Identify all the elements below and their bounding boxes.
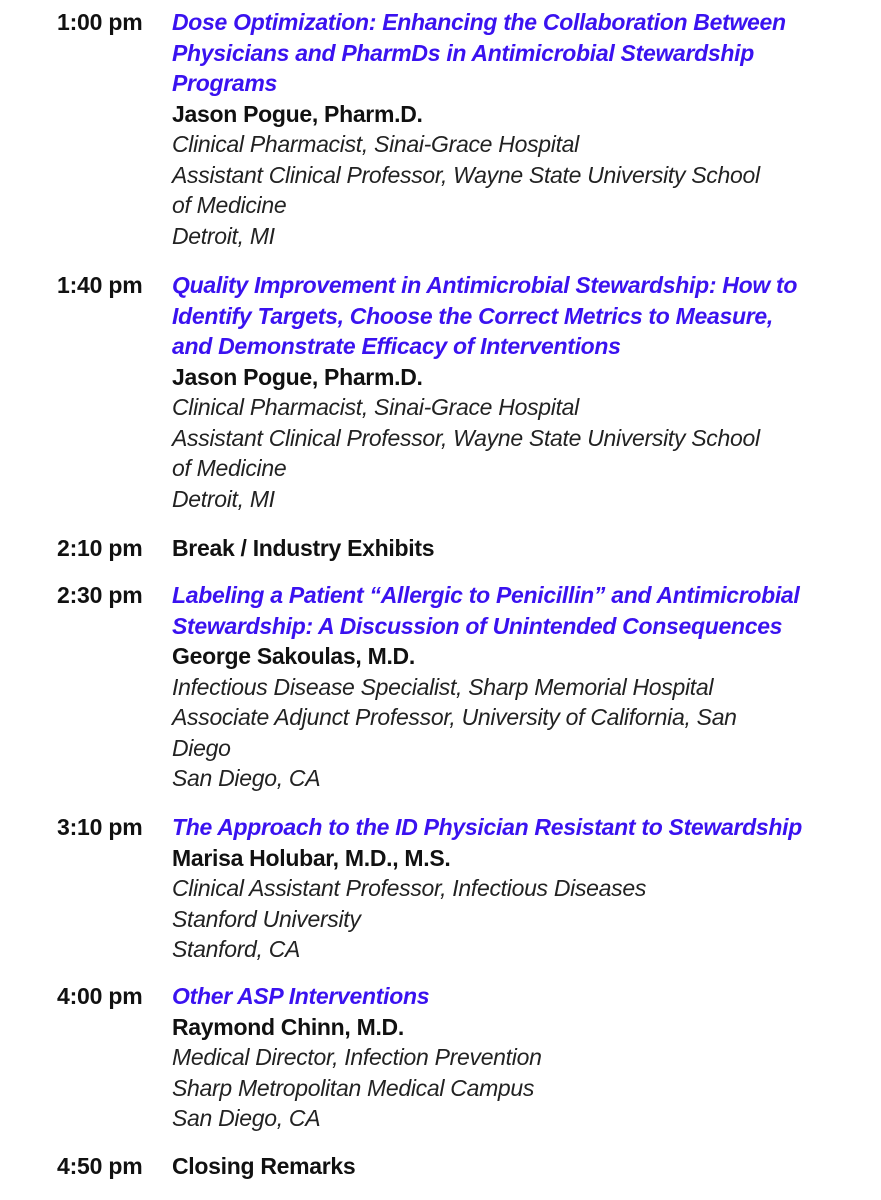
session-time: 1:00 pm [57,9,143,35]
speaker-name: Jason Pogue, Pharm.D. [172,100,423,127]
session-content [172,981,862,1134]
speaker-affiliation-line: Detroit, MI [172,485,275,512]
speaker-name: Raymond Chinn, M.D. [172,1013,404,1040]
session-content [172,7,862,251]
session-time: 1:40 pm [57,272,143,298]
session-title-line: Dose Optimization: Enhancing the Collaboration Between [172,9,786,35]
session-time: 2:10 pm [57,535,143,561]
session-content [172,580,862,794]
speaker-affiliation-line: Infectious Disease Specialist, Sharp Memorial Hospital [172,673,714,700]
session-time: 2:30 pm [57,582,143,608]
session-content [172,270,862,514]
speaker-name: Marisa Holubar, M.D., M.S. [172,844,451,871]
session-time: 4:50 pm [57,1153,143,1179]
speaker-affiliation-line: Sharp Metropolitan Medical Campus [172,1074,535,1101]
speaker-name: George Sakoulas, M.D. [172,643,415,669]
speaker-affiliation-line: Associate Adjunct Professor, University of California, San [172,704,737,730]
session-title-line: Labeling a Patient “Allergic to Penicillin” and Antimicrobial [172,582,800,608]
speaker-affiliation-line: Stanford, CA [172,936,301,962]
speaker-affiliation-line: Assistant Clinical Professor, Wayne State University School [172,161,760,188]
session-title-line: Other ASP Interventions [172,983,430,1009]
session-title-line: and Demonstrate Efficacy of Interventions [172,333,621,359]
speaker-affiliation-line: Assistant Clinical Professor, Wayne State University School [172,424,760,451]
session-title-line: The Approach to the ID Physician Resistant to Stewardship [172,814,802,840]
session-time: 3:10 pm [57,814,143,840]
speaker-affiliation-line: Diego [172,734,231,761]
speaker-affiliation-line: Stanford University [172,905,361,932]
break-label: Break / Industry Exhibits [172,535,435,561]
closing-label: Closing Remarks [172,1153,356,1179]
session-title-line: Physicians and PharmDs in Antimicrobial Stewardship [172,39,755,66]
speaker-affiliation-line: of Medicine [172,192,287,218]
session-title-line: Identify Targets, Choose the Correct Metrics to Measure, [172,302,773,329]
speaker-affiliation-line: San Diego, CA [172,765,321,791]
session-title-line: Quality Improvement in Antimicrobial Stewardship: How to [172,272,798,298]
session-title-line: Stewardship: A Discussion of Unintended Consequences [172,612,783,639]
speaker-affiliation-line: Clinical Pharmacist, Sinai-Grace Hospital [172,394,579,420]
session-title-line: Programs [172,70,277,96]
session-time: 4:00 pm [57,983,143,1009]
speaker-affiliation-line: Medical Director, Infection Prevention [172,1044,542,1070]
speaker-affiliation-line: of Medicine [172,455,287,481]
speaker-affiliation-line: San Diego, CA [172,1105,321,1131]
session-content [172,533,862,564]
speaker-name: Jason Pogue, Pharm.D. [172,363,423,390]
speaker-affiliation-line: Detroit, MI [172,222,275,249]
speaker-affiliation-line: Clinical Pharmacist, Sinai-Grace Hospital [172,131,579,157]
session-content [172,1151,862,1182]
speaker-affiliation-line: Clinical Assistant Professor, Infectious Diseases [172,875,647,901]
session-content [172,812,862,965]
